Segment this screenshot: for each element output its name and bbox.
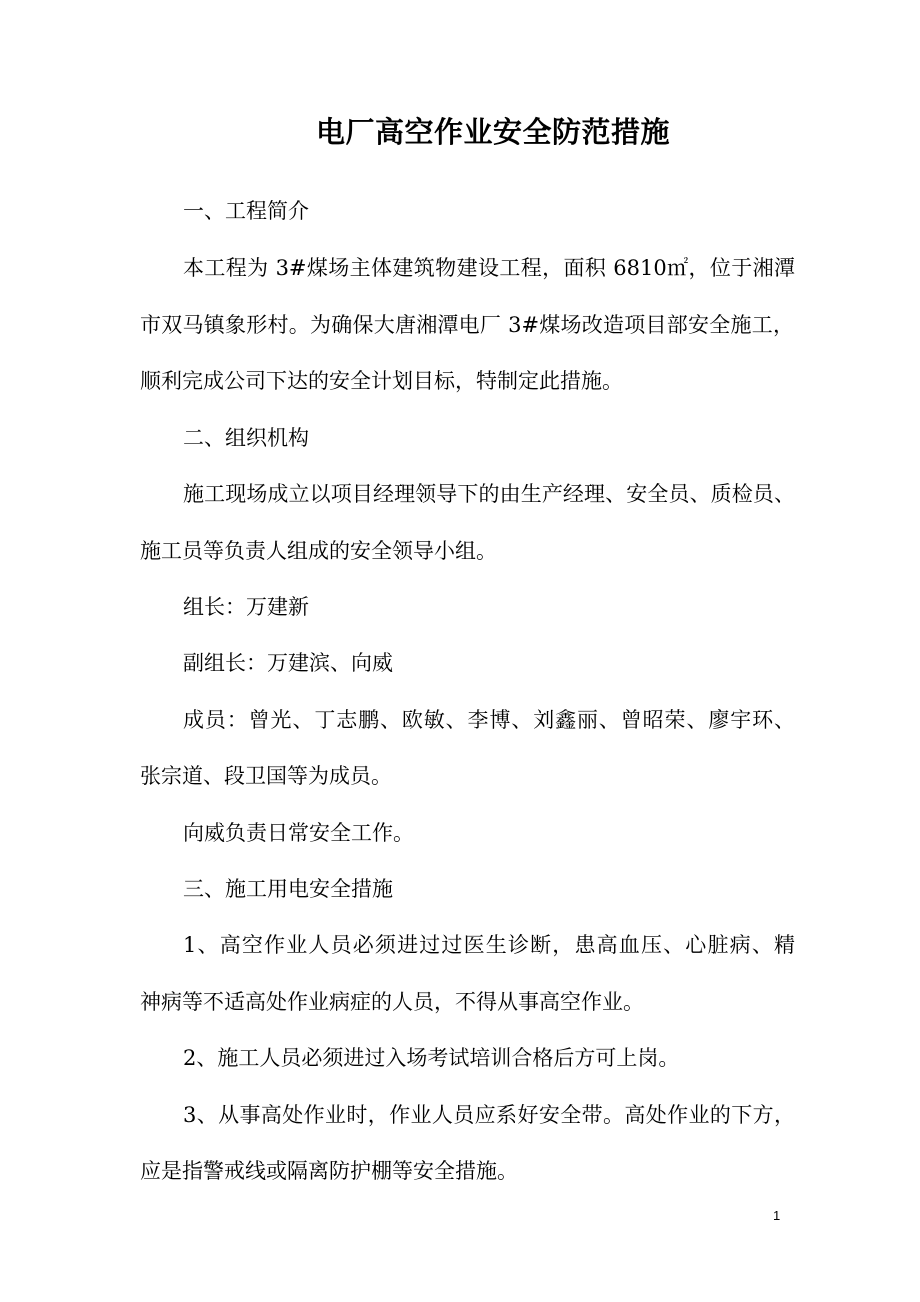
members-line: 成员：曾光、丁志鹏、欧敏、李博、刘鑫丽、曾昭荣、廖宇环、 [183,708,795,732]
paragraph-line: 市双马镇象形村。为确保大唐湘潭电厂 3#煤场改造项目部安全施工， [140,313,794,337]
document-title: 电厂高空作业安全防范措施 [315,115,670,149]
paragraph-line: 本工程为 3#煤场主体建筑物建设工程，面积 6810㎡，位于湘潭 [183,256,795,280]
section-heading-organization: 二、组织机构 [183,426,309,450]
section-heading-electrical-safety: 三、施工用电安全措施 [183,877,393,901]
deputy-leader-line: 副组长：万建滨、向威 [183,651,393,675]
measure-line: 2、施工人员必须进过入场考试培训合格后方可上岗。 [183,1046,680,1070]
measure-line-continued: 神病等不适高处作业病症的人员，不得从事高空作业。 [140,990,644,1014]
page-number: 1 [773,1208,781,1223]
measure-line-continued: 应是指警戒线或隔离防护棚等安全措施。 [140,1159,518,1183]
daily-safety-responsibility-line: 向威负责日常安全工作。 [183,821,414,845]
section-heading-project-overview: 一、工程简介 [183,199,309,223]
paragraph-line: 施工现场成立以项目经理领导下的由生产经理、安全员、质检员、 [183,482,795,506]
paragraph-line: 施工员等负责人组成的安全领导小组。 [140,539,497,563]
paragraph-line: 顺利完成公司下达的安全计划目标，特制定此措施。 [140,369,623,393]
measure-line: 3、从事高处作业时，作业人员应系好安全带。高处作业的下方， [183,1103,795,1127]
team-leader-line: 组长：万建新 [183,595,309,619]
members-line-continued: 张宗道、段卫国等为成员。 [140,764,392,788]
measure-line: 1、高空作业人员必须进过过医生诊断，患高血压、心脏病、精 [183,933,795,957]
